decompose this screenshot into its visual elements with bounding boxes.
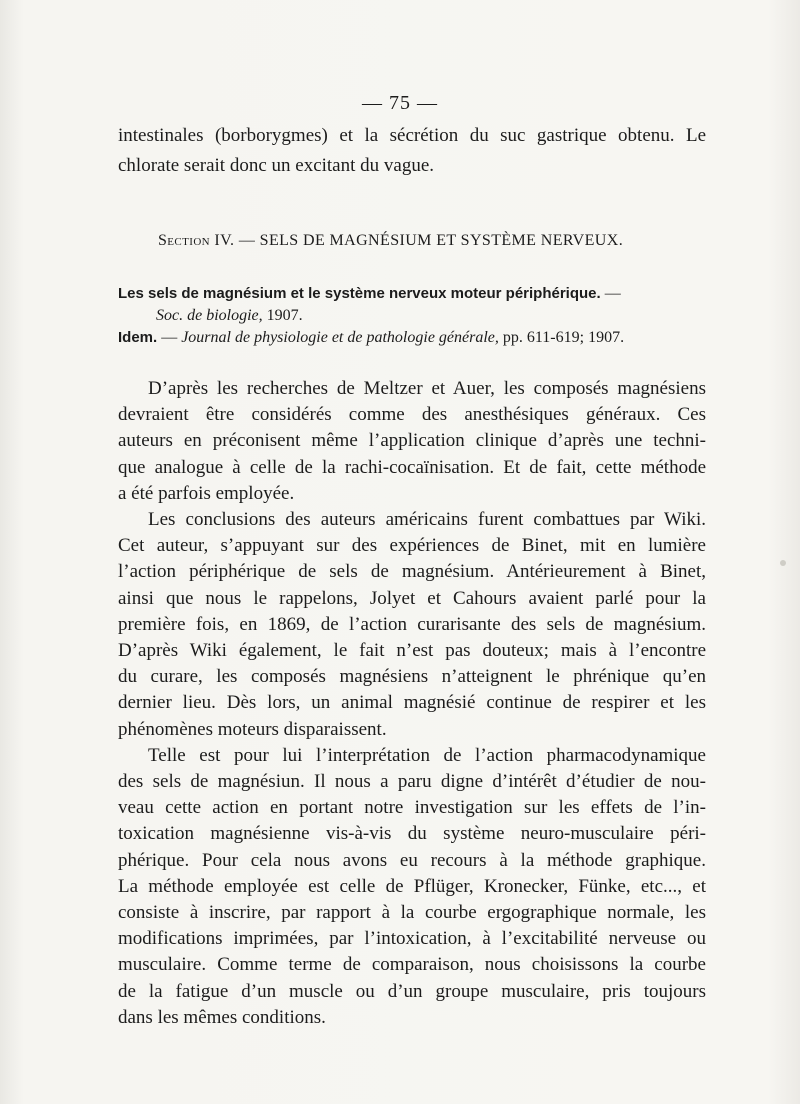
text-line: La méthode employée est celle de Pflüger, Kronecker, Fünke, etc..., et	[118, 875, 706, 897]
reference-pages: pp. 611-619; 1907.	[498, 329, 625, 346]
references-block	[118, 283, 708, 349]
text-line: que analogue à celle de la rachi-cocaïnisation. Et de fait, cette méthode	[118, 456, 706, 478]
reference-dash: —	[157, 329, 182, 346]
text-line: phénomènes moteurs disparaissent.	[118, 718, 387, 740]
section-heading	[158, 232, 698, 250]
text-line: Telle est pour lui l’interprétation de l’action pharmacodynamique	[148, 744, 706, 766]
text-line: intestinales (borborygmes) et la sécrétion du suc gastrique obtenu. Le	[118, 125, 706, 146]
text-line: Cet auteur, s’appuyant sur des expériences de Binet, mit en lumière	[118, 535, 706, 557]
text-line: des sels de magnésiun. Il nous a paru digne d’intérêt d’étudier de nou-	[118, 771, 706, 793]
text-line: toxication magnésienne vis-à-vis du système neuro-musculaire péri-	[118, 823, 706, 845]
text-line: musculaire. Comme terme de comparaison, nous choisissons la courbe	[118, 954, 706, 976]
text-line: veau cette action en portant notre investigation sur les effets de l’in-	[118, 797, 706, 819]
text-line: première fois, en 1869, de l’action curarisante des sels de magnésium.	[118, 613, 706, 635]
text-line: auteurs en préconisent même l’application clinique d’après une techni-	[118, 430, 706, 452]
body-text	[118, 376, 706, 1031]
text-line: consiste à inscrire, par rapport à la courbe ergographique normale, les	[118, 902, 706, 924]
text-line: a été parfois employée.	[118, 482, 295, 504]
reference-text: —	[600, 285, 621, 302]
reference-line	[118, 283, 708, 305]
text-line: du curare, les composés magnésiens n’atteignent le phrénique qu’en	[118, 666, 706, 688]
reference-journal: Soc. de biologie,	[156, 307, 263, 324]
reference-title: Idem.	[118, 329, 158, 346]
reference-title: Les sels de magnésium et le système nerveux moteur périphérique.	[118, 285, 601, 302]
paragraph	[118, 507, 706, 743]
text-line: dans les mêmes conditions.	[118, 1006, 326, 1028]
text-line: chlorate serait donc un excitant du vague.	[118, 155, 435, 176]
paragraph	[118, 743, 706, 1031]
text-line: dernier lieu. Dès lors, un animal magnésié continue de respirer et les	[118, 692, 706, 714]
reference-line	[118, 327, 708, 349]
paragraph	[118, 376, 706, 507]
section-label: Section IV.	[158, 232, 235, 249]
section-title: — SELS DE MAGNÉSIUM ET SYSTÈME NERVEUX.	[234, 232, 624, 249]
reference-year: 1907.	[262, 307, 303, 324]
text-line: de la fatigue d’un muscle ou d’un groupe musculaire, pris toujours	[118, 980, 706, 1002]
continued-paragraph	[118, 121, 706, 181]
text-line: D’après Wiki également, le fait n’est pas douteux; mais à l’encontre	[118, 640, 706, 662]
text-line: Les conclusions des auteurs américains furent combattues par Wiki.	[148, 509, 706, 531]
reference-journal: Journal de physiologie et de pathologie générale,	[181, 329, 499, 346]
reference-line	[118, 305, 708, 327]
paper-speck	[780, 560, 786, 566]
text-line: phérique. Pour cela nous avons eu recours à la méthode graphique.	[118, 849, 706, 871]
text-line: l’action périphérique de sels de magnésium. Antérieurement à Binet,	[118, 561, 706, 583]
text-line: ainsi que nous le rappelons, Jolyet et Cahours avaient parlé pour la	[118, 587, 706, 609]
text-line: D’après les recherches de Meltzer et Auer, les composés magnésiens	[148, 378, 706, 399]
page-number: — 75 —	[362, 92, 438, 114]
text-line: modifications imprimées, par l’intoxication, à l’excitabilité nerveuse ou	[118, 928, 706, 950]
text-line: devraient être considérés comme des anesthésiques généraux. Ces	[118, 404, 706, 426]
